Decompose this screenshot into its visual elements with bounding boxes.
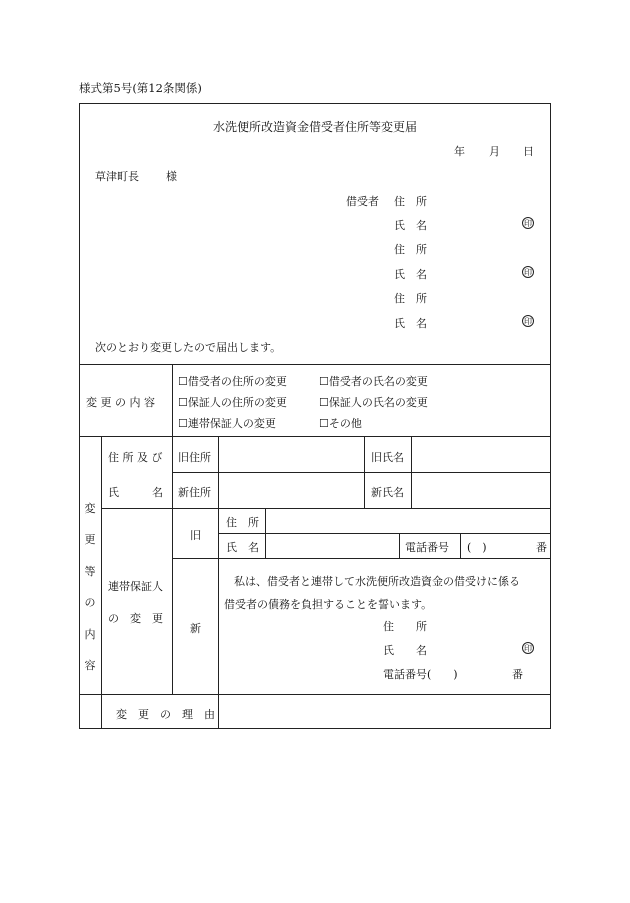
checkbox-icon[interactable]: ☐ — [178, 417, 188, 430]
applicant-name-label: 氏 名 — [394, 268, 427, 281]
applicant-name-label: 氏 名 — [394, 317, 427, 330]
guarantor-change-label: の 変 更 — [108, 612, 163, 625]
old-name-field[interactable] — [412, 437, 550, 471]
divider — [101, 436, 102, 729]
divider — [399, 533, 400, 558]
guarantor-old-name-label: 氏 名 — [226, 541, 259, 554]
vertical-label-char: の — [84, 596, 96, 609]
guarantor-new-name-label: 氏 名 — [383, 644, 427, 657]
applicant-address-label: 住 所 — [394, 243, 427, 256]
divider — [172, 364, 173, 436]
applicant-name-label: 氏 名 — [394, 219, 427, 232]
vertical-label-char: 変 — [84, 502, 96, 515]
checkbox-label: 保証人の氏名の変更 — [328, 396, 428, 409]
checkbox-icon[interactable]: ☐ — [319, 417, 329, 430]
guarantor-new-phone-suffix: 番 — [512, 668, 523, 681]
checkbox-icon[interactable]: ☐ — [178, 375, 188, 388]
checkbox-icon[interactable]: ☐ — [319, 375, 329, 388]
checkbox-label: 保証人の住所の変更 — [187, 396, 287, 409]
checkbox-label: 連帯保証人の変更 — [187, 417, 276, 430]
checkbox-option[interactable] — [319, 415, 362, 431]
date-month-label: 月 — [489, 145, 500, 158]
new-name-field[interactable] — [412, 473, 550, 507]
vertical-label-char: 容 — [84, 659, 96, 672]
divider — [79, 364, 551, 365]
seal-mark: 印 — [524, 219, 532, 228]
guarantor-old-label: 旧 — [190, 529, 201, 542]
checkbox-option[interactable] — [178, 394, 287, 410]
old-address-field[interactable] — [219, 437, 363, 471]
old-name-label: 旧氏名 — [371, 451, 404, 464]
checkbox-label: 借受者の住所の変更 — [187, 375, 287, 388]
address-name-label: 氏 名 — [108, 486, 163, 499]
seal-mark: 印 — [524, 644, 532, 653]
statement-text: 次のとおり変更したので届出します。 — [95, 341, 282, 354]
change-reason-label: 変 更 の 理 由 — [116, 708, 215, 721]
applicant-address-label: 住 所 — [394, 292, 427, 305]
checkbox-label: その他 — [328, 417, 362, 430]
checkbox-label: 借受者の氏名の変更 — [328, 375, 428, 388]
applicant-role-label: 借受者 — [346, 195, 379, 208]
address-name-label: 住 所 及 び — [108, 451, 163, 464]
addressee-honorific: 様 — [166, 170, 177, 183]
form-title: 水洗便所改造資金借受者住所等変更届 — [212, 120, 417, 134]
old-address-label: 旧住所 — [178, 451, 211, 464]
checkbox-option[interactable] — [319, 394, 428, 410]
addressee-name: 草津町長 — [95, 170, 139, 183]
guarantor-pledge-text: 私は、借受者と連帯して水洗便所改造資金の借受けに係る — [234, 575, 520, 588]
vertical-label-char: 等 — [84, 565, 96, 578]
divider — [364, 436, 365, 508]
new-address-field[interactable] — [219, 473, 363, 507]
divider — [172, 436, 173, 694]
new-address-label: 新住所 — [178, 486, 211, 499]
new-name-label: 新氏名 — [371, 486, 404, 499]
guarantor-old-phone-paren: ( ) — [467, 541, 487, 554]
seal-mark: 印 — [524, 317, 532, 326]
checkbox-option[interactable] — [319, 373, 428, 389]
vertical-label-char: 内 — [84, 628, 96, 641]
date-day-label: 日 — [523, 145, 534, 158]
guarantor-old-address-field[interactable] — [266, 509, 550, 532]
form-frame — [79, 103, 551, 729]
applicant-address-label: 住 所 — [394, 195, 427, 208]
checkbox-icon[interactable]: ☐ — [178, 396, 188, 409]
change-reason-field[interactable] — [219, 695, 550, 728]
guarantor-old-phone-label: 電話番号 — [405, 541, 449, 554]
guarantor-new-phone-label: 電話番号( ) — [383, 668, 458, 681]
guarantor-new-address-label: 住 所 — [383, 620, 427, 633]
form-number: 様式第5号(第12条関係) — [79, 81, 202, 95]
change-content-label: 変 更 の 内 容 — [86, 396, 155, 409]
guarantor-new-label: 新 — [190, 622, 201, 635]
checkbox-option[interactable] — [178, 415, 276, 431]
checkbox-icon[interactable]: ☐ — [319, 396, 329, 409]
guarantor-old-phone-suffix: 番 — [536, 541, 547, 554]
guarantor-old-address-label: 住 所 — [226, 516, 259, 529]
guarantor-pledge-text: 借受者の債務を負担することを誓います。 — [224, 598, 433, 611]
seal-mark: 印 — [524, 268, 532, 277]
guarantor-old-name-field[interactable] — [266, 534, 398, 557]
guarantor-change-label: 連帯保証人 — [108, 580, 163, 593]
date-year-label: 年 — [454, 145, 465, 158]
checkbox-option[interactable] — [178, 373, 287, 389]
vertical-label-char: 更 — [84, 533, 96, 546]
divider — [460, 533, 461, 558]
divider — [172, 558, 551, 559]
